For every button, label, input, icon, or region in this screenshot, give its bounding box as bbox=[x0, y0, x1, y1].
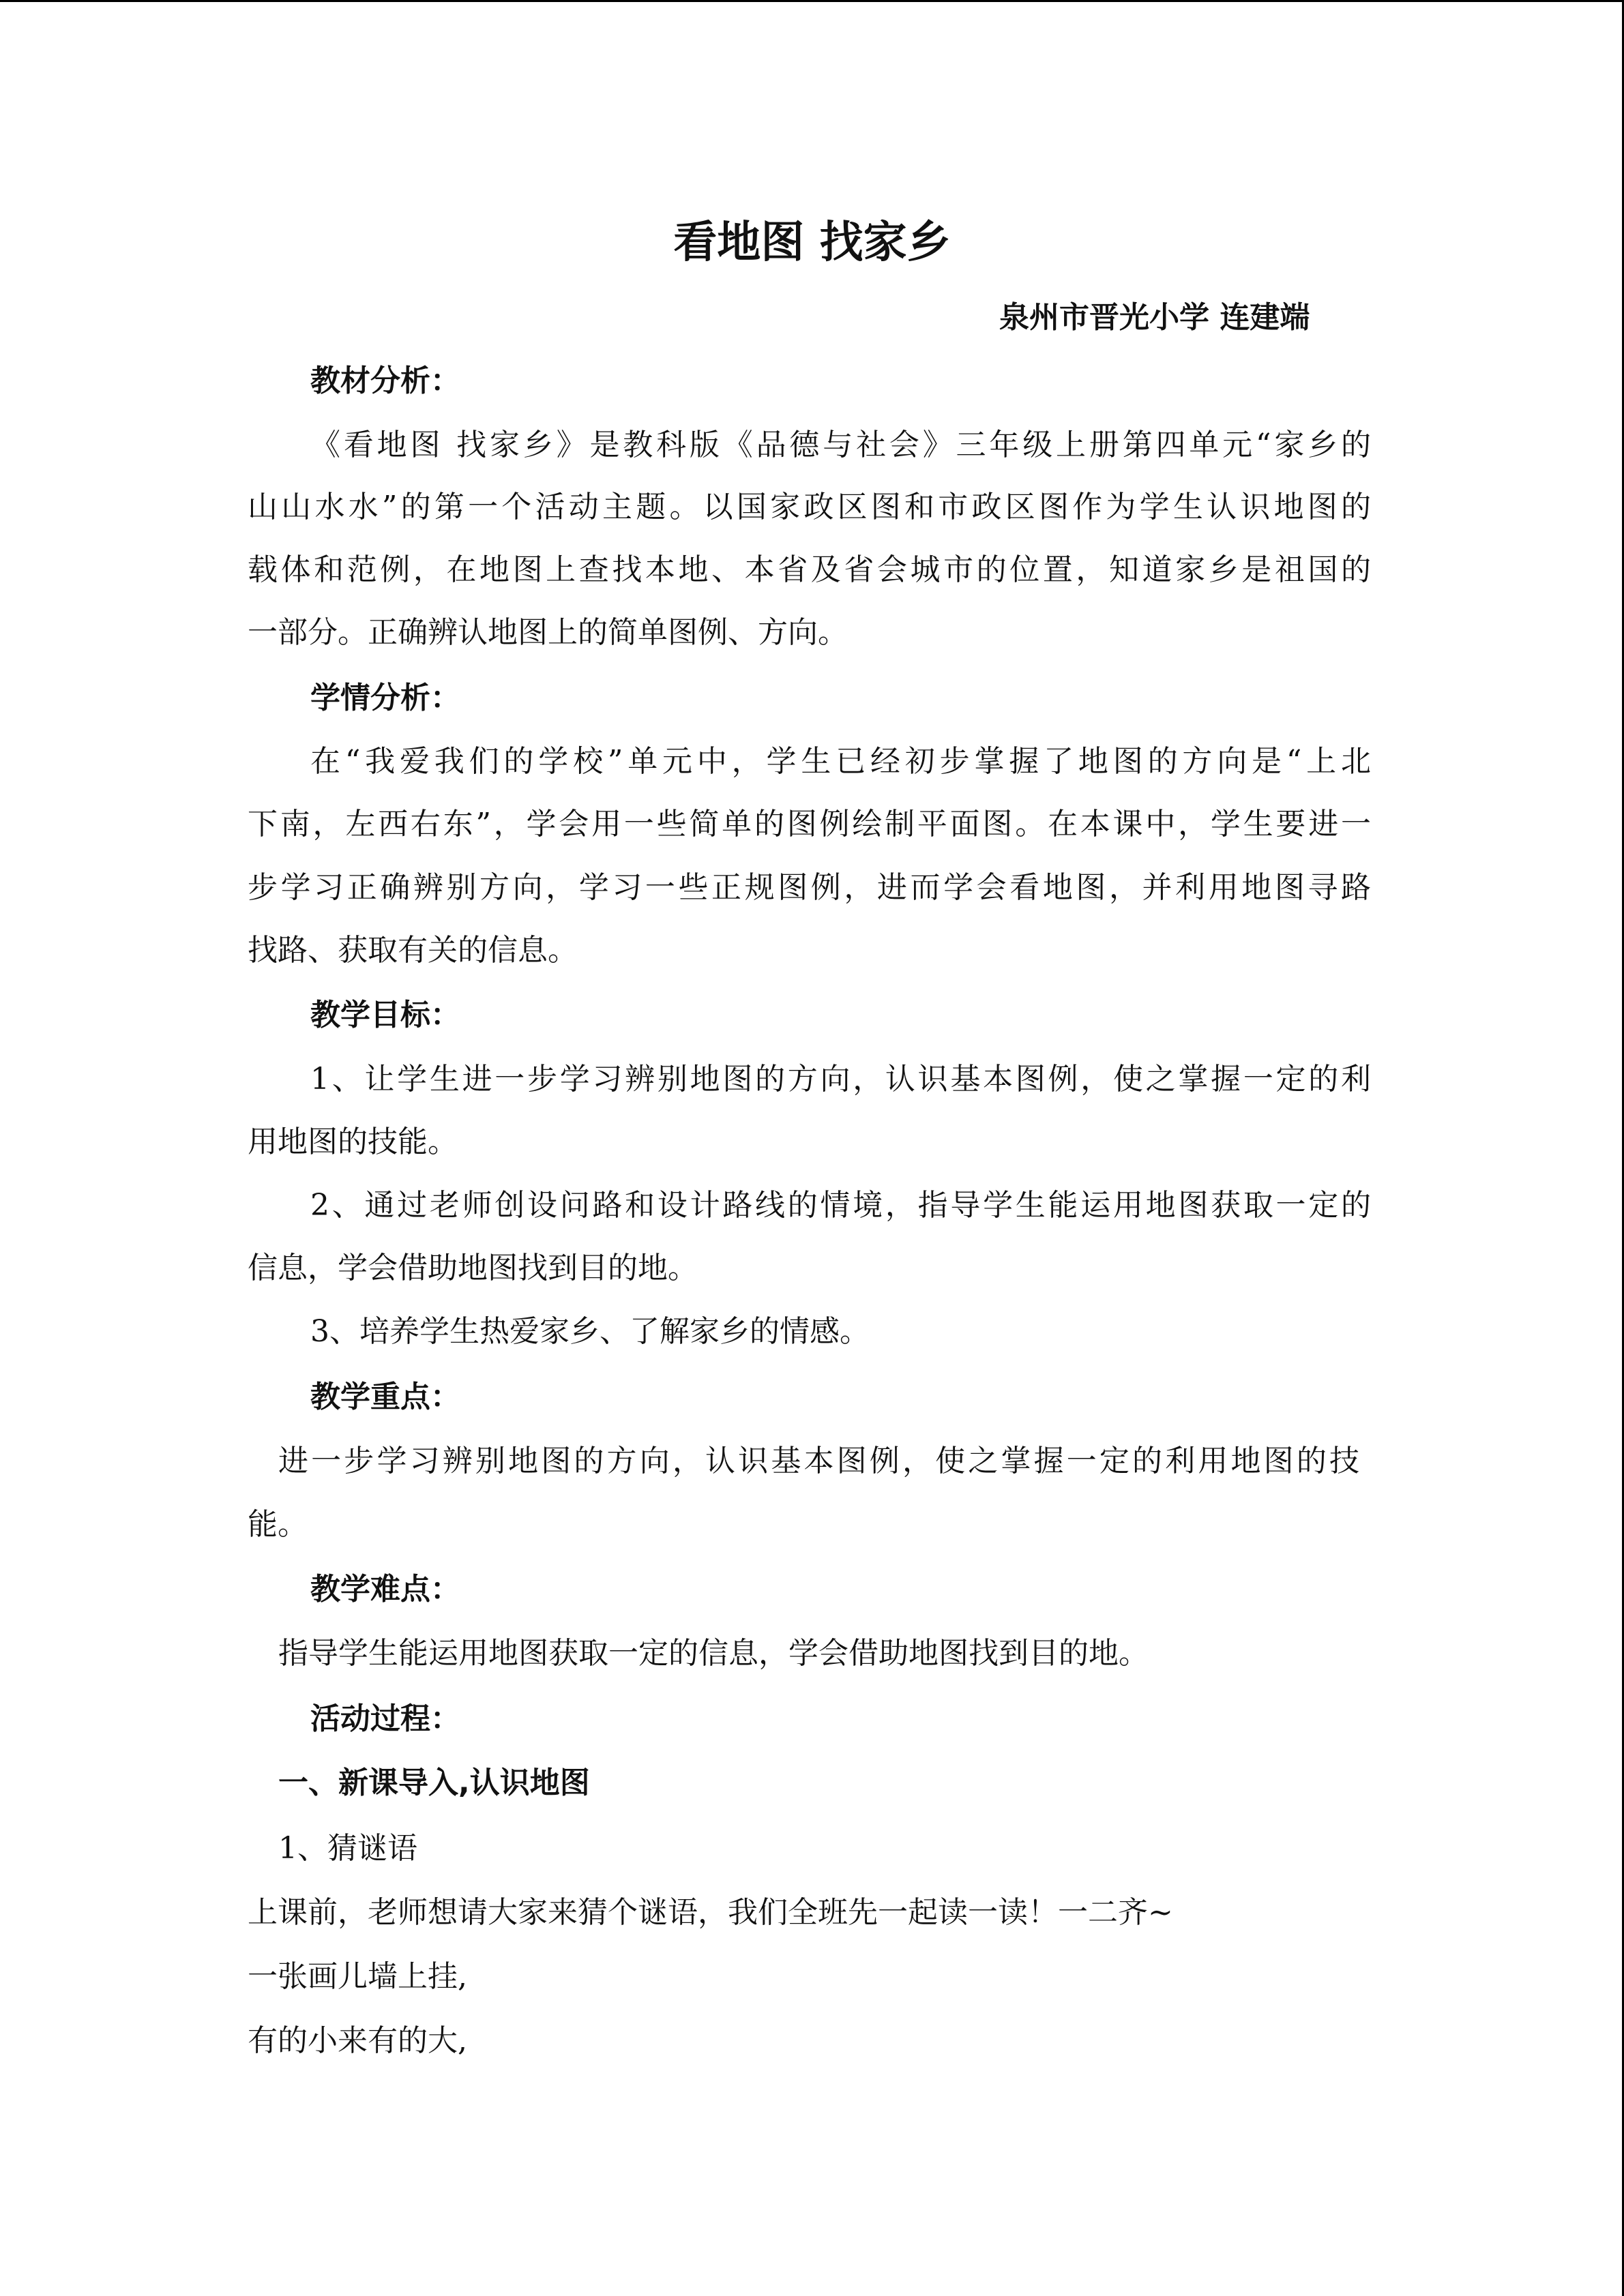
section-heading-student: 学情分析： bbox=[310, 681, 460, 715]
paragraph-line: 上课前，老师想请大家来猜个谜语，我们全班先一起读一读！一二齐~ bbox=[248, 1895, 1173, 1930]
paragraph-line: 一张画儿墙上挂, bbox=[248, 1959, 467, 1994]
document-title: 看地图 找家乡 bbox=[673, 218, 951, 268]
section-heading-goals: 教学目标： bbox=[310, 998, 460, 1032]
paragraph-line: 下南，左西右东”，学会用一些简单的图例绘制平面图。在本课中，学生要进一 bbox=[248, 807, 1371, 841]
paragraph-line: 找路、获取有关的信息。 bbox=[248, 933, 578, 968]
paragraph-line: 2、通过老师创设问路和设计路线的情境，指导学生能运用地图获取一定的 bbox=[310, 1188, 1371, 1223]
paragraph-line: 用地图的技能。 bbox=[248, 1124, 458, 1159]
paragraph-line: 信息，学会借助地图找到目的地。 bbox=[248, 1251, 698, 1285]
paragraph-line: 有的小来有的大, bbox=[248, 2023, 467, 2058]
paragraph-line: 1、让学生进一步学习辨别地图的方向，认识基本图例，使之掌握一定的利 bbox=[310, 1062, 1371, 1097]
paragraph-line: 指导学生能运用地图获取一定的信息，学会借助地图找到目的地。 bbox=[278, 1636, 1149, 1671]
paragraph-line: 山山水水”的第一个活动主题。以国家政区图和市政区图作为学生认识地图的 bbox=[248, 490, 1371, 524]
paragraph-line: 《看地图 找家乡》是教科版《品德与社会》三年级上册第四单元“家乡的 bbox=[310, 428, 1371, 462]
paragraph-line: 步学习正确辨别方向，学习一些正规图例，进而学会看地图，并利用地图寻路 bbox=[248, 870, 1371, 905]
subsection-heading: 一、新课导入,认识地图 bbox=[278, 1765, 590, 1800]
paragraph-line: 进一步学习辨别地图的方向，认识基本图例，使之掌握一定的利用地图的技 bbox=[278, 1444, 1359, 1478]
section-heading-difficulty: 教学难点： bbox=[310, 1572, 460, 1607]
section-heading-process: 活动过程： bbox=[310, 1701, 460, 1736]
author-line: 泉州市晋光小学 连建端 bbox=[999, 300, 1310, 335]
paragraph-line: 1、猜谜语 bbox=[278, 1831, 417, 1866]
paragraph-line: 能。 bbox=[248, 1507, 308, 1542]
section-heading-key: 教学重点： bbox=[310, 1380, 460, 1414]
paragraph-line: 3、培养学生热爱家乡、了解家乡的情感。 bbox=[310, 1314, 870, 1349]
paragraph-line: 载体和范例，在地图上查找本地、本省及省会城市的位置，知道家乡是祖国的 bbox=[248, 552, 1371, 587]
paragraph-line: 在“我爱我们的学校”单元中，学生已经初步掌握了地图的方向是“上北 bbox=[310, 744, 1371, 779]
section-heading-material: 教材分析： bbox=[310, 363, 460, 398]
paragraph-line: 一部分。正确辨认地图上的简单图例、方向。 bbox=[248, 615, 848, 650]
